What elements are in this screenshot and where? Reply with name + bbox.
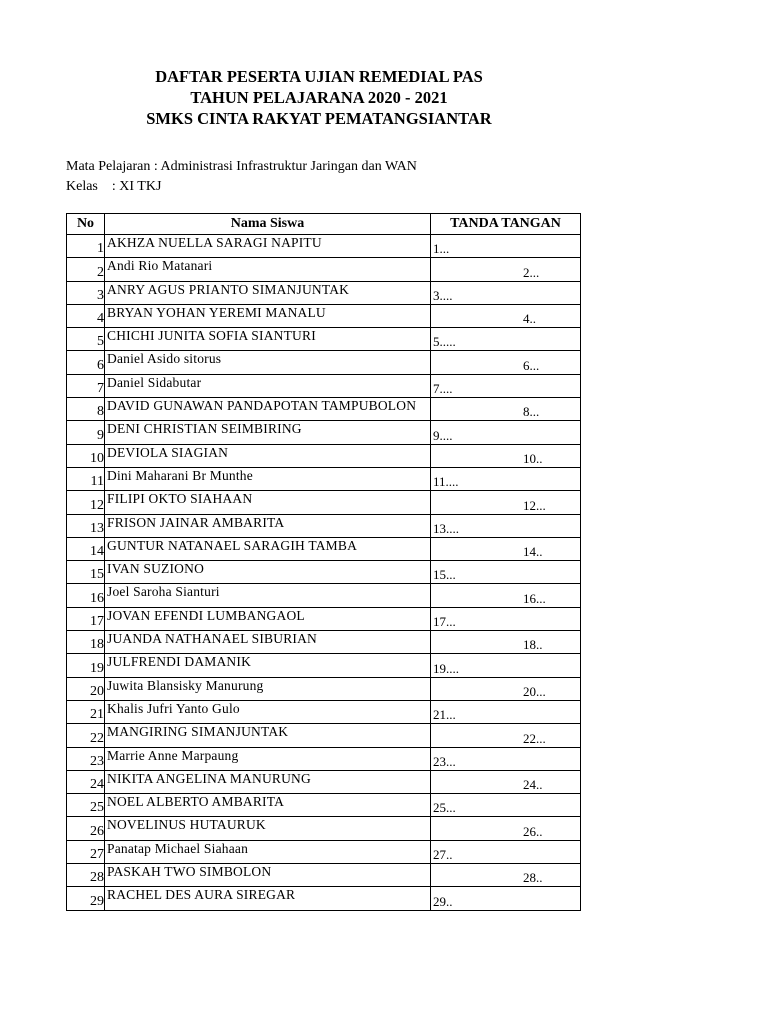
class-line: Kelas : XI TKJ bbox=[66, 179, 162, 194]
signature-cell bbox=[431, 491, 581, 514]
student-name: Daniel Asido sitorus bbox=[105, 351, 431, 374]
signature-cell bbox=[431, 537, 581, 560]
header-signature: TANDA TANGAN bbox=[431, 214, 581, 235]
table-row bbox=[67, 561, 581, 584]
signature-placeholder: 24.. bbox=[523, 777, 543, 793]
student-name: MANGIRING SIMANJUNTAK bbox=[105, 724, 431, 747]
signature-placeholder: 15... bbox=[433, 567, 456, 583]
table-body bbox=[67, 235, 581, 911]
student-name: IVAN SUZIONO bbox=[105, 561, 431, 584]
signature-placeholder: 29.. bbox=[433, 893, 453, 909]
student-name: GUNTUR NATANAEL SARAGIH TAMBA bbox=[105, 537, 431, 560]
row-number: 21 bbox=[67, 700, 105, 723]
signature-placeholder: 16... bbox=[523, 590, 546, 606]
signature-placeholder: 17... bbox=[433, 614, 456, 630]
student-name: NOEL ALBERTO AMBARITA bbox=[105, 794, 431, 817]
document-title bbox=[0, 66, 703, 129]
student-name: RACHEL DES AURA SIREGAR bbox=[105, 887, 431, 910]
title-line-3: SMKS CINTA RAKYAT PEMATANGSIANTAR bbox=[146, 109, 492, 128]
signature-cell bbox=[431, 467, 581, 490]
table-row bbox=[67, 351, 581, 374]
signature-cell bbox=[431, 724, 581, 747]
student-name: FRISON JAINAR AMBARITA bbox=[105, 514, 431, 537]
student-name: Khalis Jufri Yanto Gulo bbox=[105, 700, 431, 723]
table-row bbox=[67, 421, 581, 444]
student-name: Marrie Anne Marpaung bbox=[105, 747, 431, 770]
student-name: CHICHI JUNITA SOFIA SIANTURI bbox=[105, 328, 431, 351]
header-name: Nama Siswa bbox=[105, 214, 431, 235]
table-row bbox=[67, 491, 581, 514]
signature-cell bbox=[431, 887, 581, 910]
signature-cell bbox=[431, 654, 581, 677]
participant-table bbox=[66, 213, 581, 911]
signature-placeholder: 11.... bbox=[433, 474, 459, 490]
row-number: 20 bbox=[67, 677, 105, 700]
signature-cell bbox=[431, 421, 581, 444]
student-name: NIKITA ANGELINA MANURUNG bbox=[105, 770, 431, 793]
signature-placeholder: 4.. bbox=[523, 311, 536, 327]
student-name: Dini Maharani Br Munthe bbox=[105, 467, 431, 490]
table-row bbox=[67, 607, 581, 630]
signature-placeholder: 8... bbox=[523, 404, 540, 420]
signature-cell bbox=[431, 328, 581, 351]
table-row bbox=[67, 817, 581, 840]
table-row bbox=[67, 444, 581, 467]
student-name: DEVIOLA SIAGIAN bbox=[105, 444, 431, 467]
student-name: Joel Saroha Sianturi bbox=[105, 584, 431, 607]
row-number: 5 bbox=[67, 328, 105, 351]
student-name: NOVELINUS HUTAURUK bbox=[105, 817, 431, 840]
signature-placeholder: 5..... bbox=[433, 334, 456, 350]
signature-placeholder: 21... bbox=[433, 707, 456, 723]
title-line-1: DAFTAR PESERTA UJIAN REMEDIAL PAS bbox=[155, 67, 483, 86]
row-number: 14 bbox=[67, 537, 105, 560]
student-name: PASKAH TWO SIMBOLON bbox=[105, 864, 431, 887]
signature-placeholder: 3.... bbox=[433, 287, 453, 303]
table-row bbox=[67, 467, 581, 490]
row-number: 28 bbox=[67, 864, 105, 887]
signature-cell bbox=[431, 584, 581, 607]
signature-cell bbox=[431, 374, 581, 397]
row-number: 15 bbox=[67, 561, 105, 584]
signature-cell bbox=[431, 607, 581, 630]
signature-placeholder: 28.. bbox=[523, 870, 543, 886]
row-number: 13 bbox=[67, 514, 105, 537]
signature-cell bbox=[431, 514, 581, 537]
row-number: 4 bbox=[67, 304, 105, 327]
signature-placeholder: 7.... bbox=[433, 381, 453, 397]
row-number: 6 bbox=[67, 351, 105, 374]
table-row bbox=[67, 654, 581, 677]
student-name: Juwita Blansisky Manurung bbox=[105, 677, 431, 700]
row-number: 29 bbox=[67, 887, 105, 910]
signature-cell bbox=[431, 351, 581, 374]
signature-placeholder: 12... bbox=[523, 497, 546, 513]
signature-placeholder: 1... bbox=[433, 241, 450, 257]
table-row bbox=[67, 747, 581, 770]
table-row bbox=[67, 328, 581, 351]
header-no: No bbox=[67, 214, 105, 235]
student-name: DENI CHRISTIAN SEIMBIRING bbox=[105, 421, 431, 444]
table-row bbox=[67, 537, 581, 560]
row-number: 12 bbox=[67, 491, 105, 514]
row-number: 17 bbox=[67, 607, 105, 630]
table-row bbox=[67, 631, 581, 654]
signature-cell bbox=[431, 700, 581, 723]
signature-placeholder: 25... bbox=[433, 800, 456, 816]
signature-cell bbox=[431, 561, 581, 584]
student-name: Daniel Sidabutar bbox=[105, 374, 431, 397]
signature-placeholder: 22... bbox=[523, 730, 546, 746]
table-row bbox=[67, 514, 581, 537]
student-name: Panatap Michael Siahaan bbox=[105, 840, 431, 863]
signature-cell bbox=[431, 235, 581, 258]
signature-cell bbox=[431, 258, 581, 281]
row-number: 26 bbox=[67, 817, 105, 840]
row-number: 2 bbox=[67, 258, 105, 281]
table-row bbox=[67, 584, 581, 607]
signature-cell bbox=[431, 747, 581, 770]
table-row bbox=[67, 794, 581, 817]
row-number: 11 bbox=[67, 467, 105, 490]
row-number: 8 bbox=[67, 398, 105, 421]
table-row bbox=[67, 235, 581, 258]
signature-cell bbox=[431, 677, 581, 700]
signature-cell bbox=[431, 770, 581, 793]
row-number: 23 bbox=[67, 747, 105, 770]
signature-cell bbox=[431, 864, 581, 887]
row-number: 3 bbox=[67, 281, 105, 304]
student-name: JOVAN EFENDI LUMBANGAOL bbox=[105, 607, 431, 630]
signature-placeholder: 6... bbox=[523, 357, 540, 373]
row-number: 9 bbox=[67, 421, 105, 444]
document-meta bbox=[66, 157, 417, 197]
signature-placeholder: 9.... bbox=[433, 427, 453, 443]
table-row bbox=[67, 887, 581, 910]
signature-placeholder: 13.... bbox=[433, 520, 459, 536]
signature-placeholder: 2... bbox=[523, 264, 540, 280]
student-name: AKHZA NUELLA SARAGI NAPITU bbox=[105, 235, 431, 258]
signature-placeholder: 27.. bbox=[433, 847, 453, 863]
signature-cell bbox=[431, 840, 581, 863]
student-name: JULFRENDI DAMANIK bbox=[105, 654, 431, 677]
table-row bbox=[67, 258, 581, 281]
title-line-2: TAHUN PELAJARANA 2020 - 2021 bbox=[190, 88, 448, 107]
signature-cell bbox=[431, 304, 581, 327]
row-number: 10 bbox=[67, 444, 105, 467]
student-name: JUANDA NATHANAEL SIBURIAN bbox=[105, 631, 431, 654]
signature-placeholder: 19.... bbox=[433, 660, 459, 676]
table-row bbox=[67, 840, 581, 863]
table-row bbox=[67, 304, 581, 327]
table-row bbox=[67, 724, 581, 747]
table-row bbox=[67, 281, 581, 304]
row-number: 25 bbox=[67, 794, 105, 817]
row-number: 1 bbox=[67, 235, 105, 258]
row-number: 22 bbox=[67, 724, 105, 747]
row-number: 19 bbox=[67, 654, 105, 677]
row-number: 24 bbox=[67, 770, 105, 793]
row-number: 18 bbox=[67, 631, 105, 654]
signature-cell bbox=[431, 398, 581, 421]
table-row bbox=[67, 770, 581, 793]
signature-cell bbox=[431, 817, 581, 840]
table-header-row bbox=[67, 214, 581, 235]
student-name: BRYAN YOHAN YEREMI MANALU bbox=[105, 304, 431, 327]
signature-cell bbox=[431, 444, 581, 467]
signature-cell bbox=[431, 281, 581, 304]
table-row bbox=[67, 374, 581, 397]
row-number: 7 bbox=[67, 374, 105, 397]
signature-cell bbox=[431, 631, 581, 654]
signature-placeholder: 23... bbox=[433, 753, 456, 769]
table-row bbox=[67, 700, 581, 723]
row-number: 27 bbox=[67, 840, 105, 863]
table-row bbox=[67, 864, 581, 887]
signature-placeholder: 14.. bbox=[523, 544, 543, 560]
signature-placeholder: 26.. bbox=[523, 823, 543, 839]
signature-placeholder: 10.. bbox=[523, 450, 543, 466]
signature-cell bbox=[431, 794, 581, 817]
row-number: 16 bbox=[67, 584, 105, 607]
signature-placeholder: 18.. bbox=[523, 637, 543, 653]
table-row bbox=[67, 398, 581, 421]
student-name: FILIPI OKTO SIAHAAN bbox=[105, 491, 431, 514]
table-row bbox=[67, 677, 581, 700]
signature-placeholder: 20... bbox=[523, 683, 546, 699]
student-name: DAVID GUNAWAN PANDAPOTAN TAMPUBOLON bbox=[105, 398, 431, 421]
student-name: Andi Rio Matanari bbox=[105, 258, 431, 281]
subject-line: Mata Pelajaran : Administrasi Infrastruktur Jaringan dan WAN bbox=[66, 159, 417, 174]
student-name: ANRY AGUS PRIANTO SIMANJUNTAK bbox=[105, 281, 431, 304]
